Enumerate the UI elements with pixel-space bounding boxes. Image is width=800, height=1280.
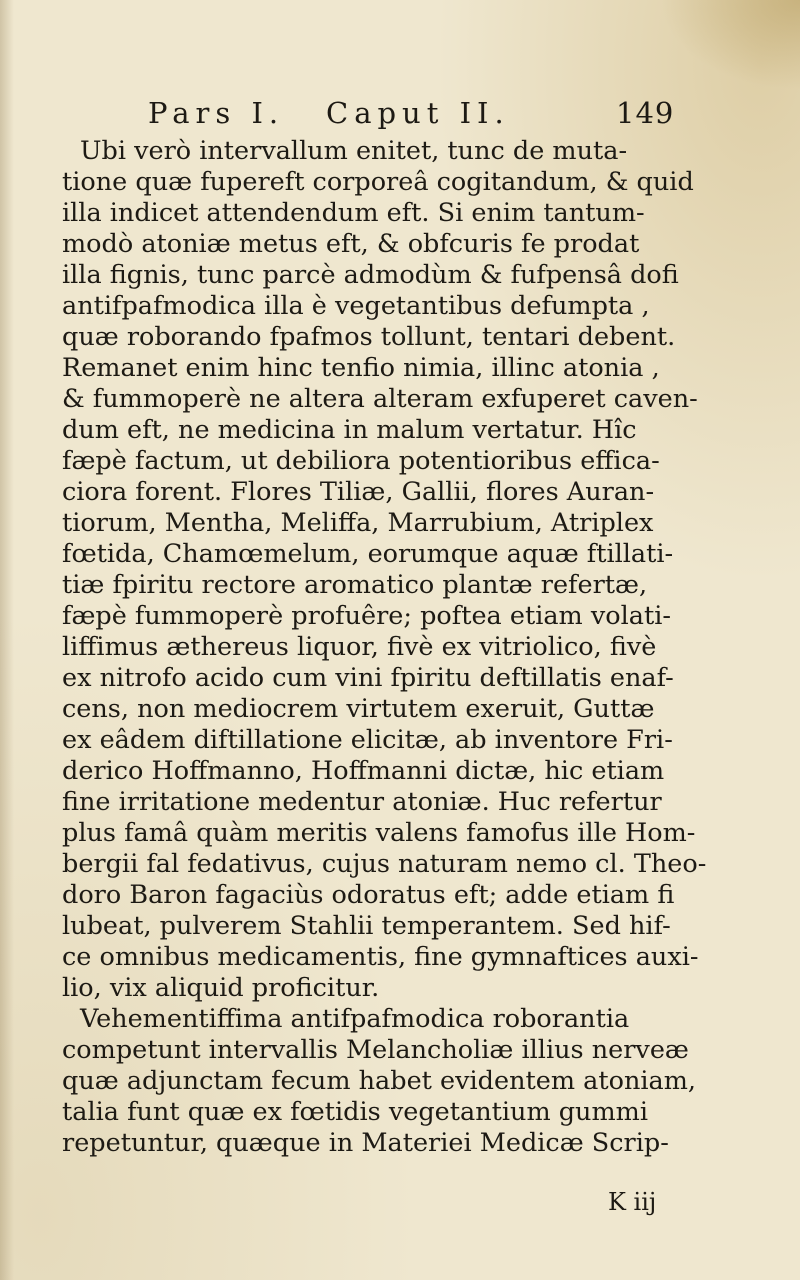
text-line: derico Hoffmanno, Hoffmanni dictæ, hic etiam: [62, 756, 665, 786]
text-line: ex eâdem diftillatione elicitæ, ab inventore Fri-: [62, 725, 673, 755]
text-line: liffimus æthereus liquor, fivè ex vitriolico, fivè: [62, 632, 657, 662]
text-line: repetuntur, quæque in Materiei Medicæ Scrip-: [62, 1128, 669, 1158]
text-line: ex nitrofo acido cum vini fpiritu deftillatis enaf-: [62, 663, 674, 693]
text-line: fæpè factum, ut debiliora potentioribus effica-: [62, 446, 660, 476]
text-line: illa fignis, tunc parcè admodùm & fufpensâ dofi: [62, 260, 679, 290]
text-line: ce omnibus medicamentis, fine gymnaftices auxi-: [62, 942, 699, 972]
text-line: & fummoperè ne altera alteram exfuperet caven-: [62, 384, 698, 414]
text-line: fæpè fummoperè profuêre; poftea etiam volati-: [62, 601, 671, 631]
text-line: illa indicet attendendum eft. Si enim tantum-: [62, 198, 645, 228]
text-line: competunt intervallis Melancholiæ illius nerveæ: [62, 1035, 689, 1065]
running-header: [148, 96, 708, 136]
text-line: fœtida, Chamœmelum, eorumque aquæ ftillati-: [62, 539, 674, 569]
body-text: [62, 136, 762, 1159]
header-part: Pars I.: [148, 96, 285, 130]
text-line: tione quæ fupereft corporeâ cogitandum, & quid: [62, 167, 694, 197]
text-line: lio, vix aliquid proficitur.: [62, 973, 380, 1003]
text-line: dum eft, ne medicina in malum vertatur. Hîc: [62, 415, 637, 445]
text-line: antifpafmodica illa è vegetantibus defumpta ,: [62, 291, 650, 321]
text-line: doro Baron fagaciùs odoratus eft; adde etiam fi: [62, 880, 675, 910]
text-line: Vehementiffima antifpafmodica roborantia: [80, 1004, 630, 1034]
text-line: quæ adjunctam fecum habet evidentem atoniam,: [62, 1066, 697, 1096]
text-line: cens, non mediocrem virtutem exeruit, Guttæ: [62, 694, 655, 724]
signature-mark: K iij: [608, 1188, 657, 1216]
text-line: Remanet enim hinc tenfio nimia, illinc atonia ,: [62, 353, 660, 383]
text-line: modò atoniæ metus eft, & obfcuris fe prodat: [62, 229, 640, 259]
text-line: tiorum, Mentha, Meliffa, Marrubium, Atriplex: [62, 508, 654, 538]
text-line: plus famâ quàm meritis valens famofus ille Hom-: [62, 818, 696, 848]
text-line: quæ roborando fpafmos tollunt, tentari debent.: [62, 322, 676, 352]
text-line: talia funt quæ ex fœtidis vegetantium gummi: [62, 1097, 648, 1127]
text-line: tiæ fpiritu rectore aromatico plantæ refertæ,: [62, 570, 648, 600]
text-line: Ubi verò intervallum enitet, tunc de muta-: [80, 136, 628, 166]
text-line: ciora forent. Flores Tiliæ, Gallii, flores Auran-: [62, 477, 655, 507]
text-line: lubeat, pulverem Stahlii temperantem. Sed hif-: [62, 911, 671, 941]
paper-stain: [660, 0, 800, 90]
text-line: fine irritatione medentur atoniæ. Huc refertur: [62, 787, 662, 817]
header-chapter: Caput II.: [326, 96, 510, 130]
text-line: bergii fal fedativus, cujus naturam nemo cl. Theo-: [62, 849, 707, 879]
page-gutter-shadow: [0, 0, 14, 1280]
page-number: 149: [616, 96, 675, 130]
